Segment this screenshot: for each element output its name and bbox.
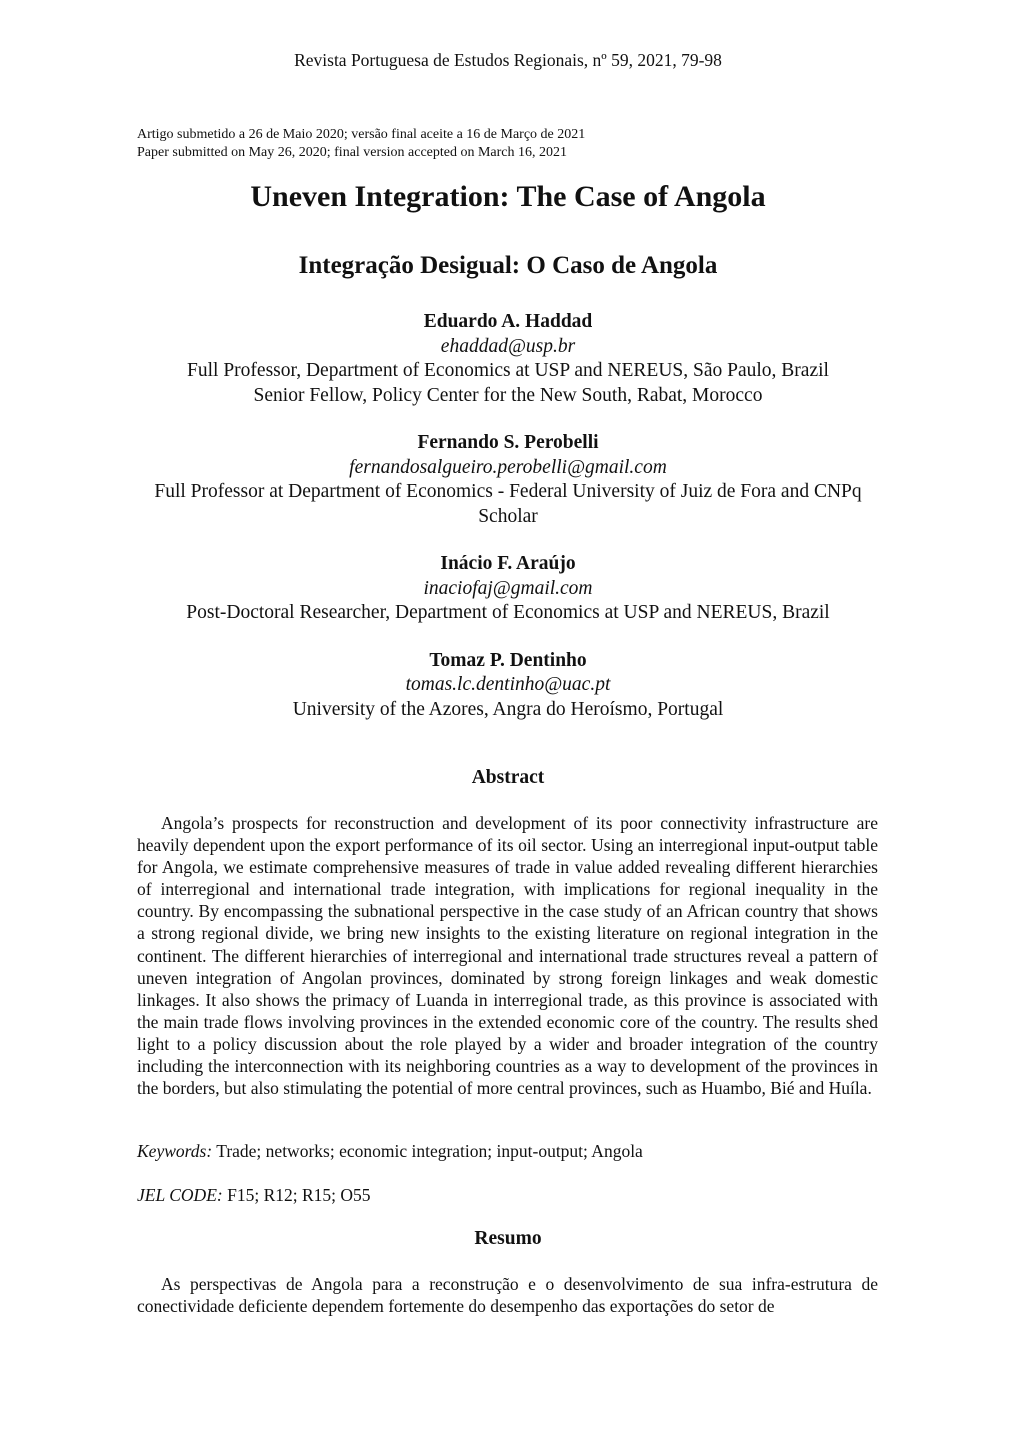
author-name: Eduardo A. Haddad [423,311,593,332]
paper-title: Uneven Integration: The Case of Angola [250,180,766,213]
submission-dates [137,126,585,162]
author-name: Tomaz P. Dentinho [429,649,587,671]
author-email: inaciofaj@gmail.com [423,577,593,599]
author-affiliation-secondary: Senior Fellow, Policy Center for the New South, Rabat, Morocco [253,384,763,406]
abstract-heading: Abstract [471,767,545,788]
resumo-text: As perspectivas de Angola para a reconstrução e o desenvolvimento de sua infra-estrutura de conectividade deficiente dependem fortemente do desempenho das exportações do setor de [137,1274,878,1317]
author-email: ehaddad@usp.br [440,335,576,357]
paper-subtitle: Integração Desigual: O Caso de Angola [298,252,718,279]
journal-citation: Revista Portuguesa de Estudos Regionais, nº 59, 2021, 79-98 [294,50,722,70]
abstract-text: Angola’s prospects for reconstruction and development of its poor connectivity infrastructure are heavily dependent upon the export performance of its oil sector. Using an interregional input-output table for Angola, we estimate comprehensive measures of trade in value added revealing different hierarchies of interregional and international trade integration, with implications for regional inequality in the country. By encompassing the subnational perspective in the case study of an African country that shows a strong regional divide, we bring new insights to the existing literature on regional integration in the continent. The different hierarchies of interregional and international trade structures reveal a pattern of uneven integration of Angolan provinces, dominated by strong foreign linkages and weak domestic linkages. It also shows the primacy of Luanda in interregional trade, as this province is associated with the main trade flows involving provinces in the extended economic core of the country. The results shed light to a policy discussion about the role played by a wider and broader integration of the country including the interconnection with its neighboring countries as a way to development of the provinces in the borders, but also stimulating the potential of more central provinces, such as Huambo, Bié and Huíla. [137,813,878,1099]
author-affiliation: Post-Doctoral Researcher, Department of Economics at USP and NEREUS, Brazil [186,602,830,623]
resumo-heading: Resumo [474,1228,542,1249]
submission-date-pt: Artigo submetido a 26 de Maio 2020; versão final aceite a 16 de Março de 2021 [137,127,586,142]
author-name: Inácio F. Araújo [440,553,576,574]
author-block [130,310,886,408]
author-block [130,649,886,723]
keywords-value: Trade; networks; economic integration; input-output; Angola [216,1141,643,1161]
jel-code-label: JEL CODE: [137,1185,223,1205]
author-name: Fernando S. Perobelli [417,432,599,453]
author-list [130,310,886,745]
author-affiliation: Full Professor at Department of Economics - Federal University of Juiz de Fora and CNPq Scholar [154,481,862,527]
jel-code-value: F15; R12; R15; O55 [227,1185,371,1205]
author-block [130,552,886,626]
author-block [130,431,886,529]
author-email: fernandosalgueiro.perobelli@gmail.com [349,456,667,478]
keywords-line [137,1141,643,1162]
author-email: tomas.lc.dentinho@uac.pt [405,674,611,695]
jel-code-line [137,1185,371,1206]
author-affiliation: Full Professor, Department of Economics at USP and NEREUS, São Paulo, Brazil [187,360,829,381]
submission-date-en: Paper submitted on May 26, 2020; final version accepted on March 16, 2021 [137,145,568,160]
keywords-label: Keywords: [137,1141,213,1161]
author-affiliation: University of the Azores, Angra do Heroísmo, Portugal [292,698,724,720]
